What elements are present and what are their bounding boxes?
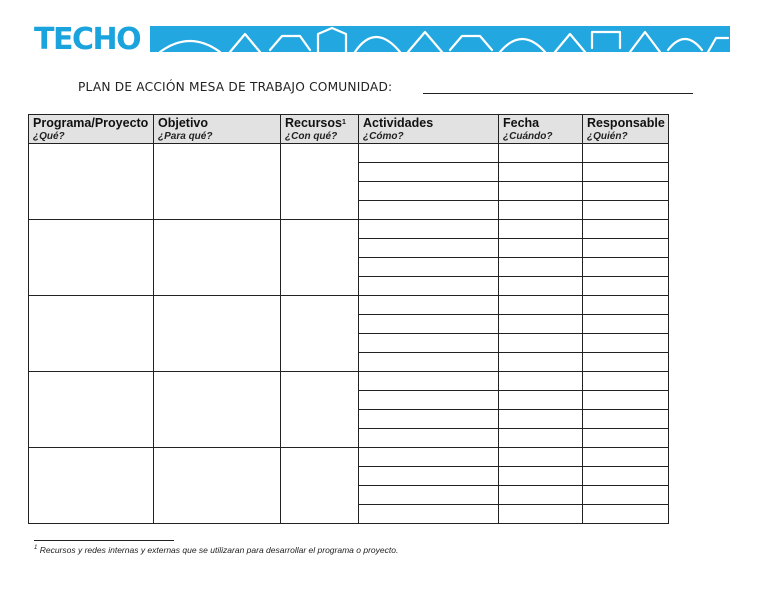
program-cell[interactable] [29,220,154,296]
date-cell[interactable] [499,391,583,410]
objective-cell[interactable] [154,144,281,220]
objective-cell[interactable] [154,448,281,524]
banner-pattern-icon [150,26,730,52]
resources-cell[interactable] [281,448,359,524]
date-cell[interactable] [499,353,583,372]
program-cell[interactable] [29,448,154,524]
activity-cell[interactable] [359,486,499,505]
resources-cell[interactable] [281,220,359,296]
program-cell[interactable] [29,296,154,372]
resources-cell[interactable] [281,144,359,220]
responsible-cell[interactable] [583,277,669,296]
footnote-ref: 1 [341,119,346,126]
responsible-cell[interactable] [583,429,669,448]
date-cell[interactable] [499,258,583,277]
activity-cell[interactable] [359,201,499,220]
activity-cell[interactable] [359,467,499,486]
responsible-cell[interactable] [583,239,669,258]
responsible-cell[interactable] [583,296,669,315]
table-header-row [29,115,669,144]
responsible-cell[interactable] [583,391,669,410]
date-cell[interactable] [499,448,583,467]
date-cell[interactable] [499,467,583,486]
responsible-cell[interactable] [583,163,669,182]
program-cell[interactable] [29,372,154,448]
techo-logo [34,24,140,56]
header-objective: Objetivo ¿Para qué? [154,115,281,144]
responsible-cell[interactable] [583,505,669,524]
date-cell[interactable] [499,296,583,315]
date-cell[interactable] [499,144,583,163]
responsible-cell[interactable] [583,201,669,220]
decorative-banner [150,26,730,52]
activity-cell[interactable] [359,296,499,315]
activity-cell[interactable] [359,258,499,277]
program-cell[interactable] [29,144,154,220]
date-cell[interactable] [499,163,583,182]
responsible-cell[interactable] [583,258,669,277]
date-cell[interactable] [499,182,583,201]
resources-cell[interactable] [281,296,359,372]
responsible-cell[interactable] [583,467,669,486]
footnote-marker: 1 [34,545,38,552]
responsible-cell[interactable] [583,486,669,505]
activity-cell[interactable] [359,220,499,239]
community-name-line[interactable] [423,93,693,94]
responsible-cell[interactable] [583,315,669,334]
responsible-cell[interactable] [583,144,669,163]
date-cell[interactable] [499,334,583,353]
date-cell[interactable] [499,372,583,391]
activity-cell[interactable] [359,239,499,258]
header-program: Programa/Proyecto ¿Qué? [29,115,154,144]
footnote-text: Recursos y redes internas y externas que se utilizaran para desarrollar el programa o proyecto. [39,545,399,555]
table-row [29,372,669,391]
activity-cell[interactable] [359,182,499,201]
activity-cell[interactable] [359,144,499,163]
activity-cell[interactable] [359,353,499,372]
table-row [29,448,669,467]
date-cell[interactable] [499,277,583,296]
activity-cell[interactable] [359,505,499,524]
date-cell[interactable] [499,410,583,429]
table-row [29,220,669,239]
activity-cell[interactable] [359,315,499,334]
objective-cell[interactable] [154,220,281,296]
date-cell[interactable] [499,429,583,448]
activity-cell[interactable] [359,448,499,467]
table-body [29,144,669,524]
activity-cell[interactable] [359,372,499,391]
activity-cell[interactable] [359,277,499,296]
activity-cell[interactable] [359,391,499,410]
responsible-cell[interactable] [583,334,669,353]
responsible-cell[interactable] [583,448,669,467]
header-resources: Recursos$^1$ ¿Con qué? [281,115,359,144]
action-plan-table [28,114,669,524]
responsible-cell[interactable] [583,372,669,391]
header-responsible: Responsable ¿Quién? [583,115,669,144]
responsible-cell[interactable] [583,182,669,201]
responsible-cell[interactable] [583,220,669,239]
objective-cell[interactable] [154,372,281,448]
footnote [34,545,398,555]
responsible-cell[interactable] [583,353,669,372]
date-cell[interactable] [499,505,583,524]
date-cell[interactable] [499,239,583,258]
activity-cell[interactable] [359,163,499,182]
activity-cell[interactable] [359,429,499,448]
resources-cell[interactable] [281,372,359,448]
plan-title: PLAN DE ACCIÓN MESA DE TRABAJO COMUNIDAD: [78,80,393,94]
date-cell[interactable] [499,201,583,220]
header-activities: Actividades ¿Cómo? [359,115,499,144]
date-cell[interactable] [499,315,583,334]
logo-text: TECHO [34,22,141,57]
objective-cell[interactable] [154,296,281,372]
table-row [29,296,669,315]
activity-cell[interactable] [359,410,499,429]
responsible-cell[interactable] [583,410,669,429]
date-cell[interactable] [499,486,583,505]
footnote-rule [34,540,174,541]
table-row [29,144,669,163]
activity-cell[interactable] [359,334,499,353]
date-cell[interactable] [499,220,583,239]
header-date: Fecha ¿Cuándo? [499,115,583,144]
